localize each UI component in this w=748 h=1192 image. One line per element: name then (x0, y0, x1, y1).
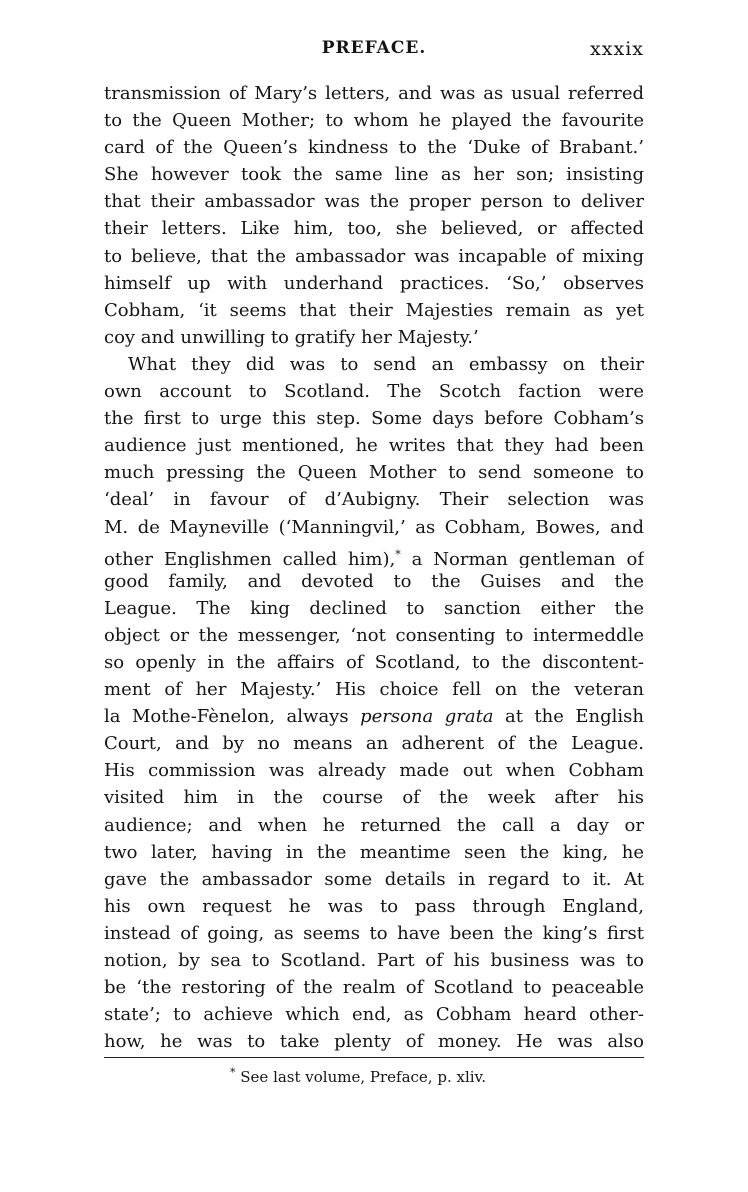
text-line: M. de Mayneville (‘Manningvil,’ as Cobham, Bowes, and (104, 516, 644, 538)
italic-phrase: persona grata (360, 706, 494, 728)
text-line: ment of her Majesty.’ His choice fell on the veteran (104, 679, 644, 701)
footnote-reference: * (395, 547, 401, 561)
text-segment: at the English (493, 706, 644, 728)
text-line: good family, and devoted to the Guises and the (104, 570, 644, 592)
page-number: xxxix (590, 38, 644, 60)
text-line: be ‘the restoring of the realm of Scotland to peaceable (104, 977, 644, 999)
text-line-with-italic (104, 703, 644, 730)
text-line: state’; to achieve which end, as Cobham heard other- (104, 1004, 644, 1026)
text-line: to believe, that the ambassador was incapable of mixing (104, 245, 644, 267)
text-segment: other Englishmen called him), (104, 548, 396, 568)
text-line: His commission was already made out when Cobham (104, 760, 644, 782)
text-line: so openly in the affairs of Scotland, to the discontent- (104, 651, 644, 673)
text-line: coy and unwilling to gratify her Majesty.’ (104, 326, 479, 348)
text-line: transmission of Mary’s letters, and was as usual referred (104, 83, 644, 104)
text-line: himself up with underhand practices. ‘So,’ observes (104, 272, 644, 294)
text-line: much pressing the Queen Mother to send someone to (104, 462, 644, 484)
text-line: to the Queen Mother; to whom he played the favourite (104, 110, 644, 132)
text-line: card of the Queen’s kindness to the ‘Duke of Brabant.’ (104, 137, 644, 159)
text-line: League. The king declined to sanction either the (104, 597, 644, 619)
text-segment: la Mothe-Fènelon, always (104, 706, 349, 728)
text-line: instead of going, as seems to have been the king’s first (104, 922, 644, 944)
text-line: Cobham, ‘it seems that their Majesties remain as yet (104, 299, 644, 321)
text-line: notion, by sea to Scotland. Part of his business was to (104, 950, 644, 971)
text-segment: a Norman gentleman of (400, 548, 644, 568)
text-line: own account to Scotland. The Scotch faction were (104, 381, 644, 403)
text-line: two later, having in the meantime seen the king, he (104, 841, 644, 863)
paragraph-start-line: What they did was to send an embassy on their (128, 353, 644, 375)
text-line: that their ambassador was the proper person to deliver (104, 191, 644, 213)
text-line: Court, and by no means an adherent of the League. (104, 733, 644, 755)
body-text (104, 80, 644, 1055)
running-head (104, 38, 644, 62)
footnote-text: See last volume, Preface, p. xliv. (235, 1068, 487, 1086)
text-line: visited him in the course of the week after his (104, 787, 644, 809)
text-line: his own request he was to pass through England, (104, 895, 644, 917)
text-line: audience; and when he returned the call a day or (104, 814, 644, 836)
text-line: audience just mentioned, he writes that they had been (104, 435, 644, 457)
text-line: the first to urge this step. Some days before Cobham’s (104, 408, 644, 430)
running-title: PREFACE. (321, 38, 427, 58)
text-line: their letters. Like him, too, she believed, or affected (104, 218, 644, 240)
text-line: She however took the same line as her son; insisting (104, 164, 644, 186)
footnote-divider (104, 1057, 644, 1058)
text-line-with-footnote (104, 541, 644, 568)
footnote-mark: * (230, 1066, 236, 1079)
footnote (230, 1066, 486, 1086)
text-line: ‘deal’ in favour of d’Aubigny. Their selection was (104, 489, 644, 511)
text-line: gave the ambassador some details in regard to it. At (104, 868, 644, 890)
text-line: how, he was to take plenty of money. He was also (104, 1031, 644, 1053)
text-line: object or the messenger, ‘not consenting to intermeddle (104, 624, 644, 646)
